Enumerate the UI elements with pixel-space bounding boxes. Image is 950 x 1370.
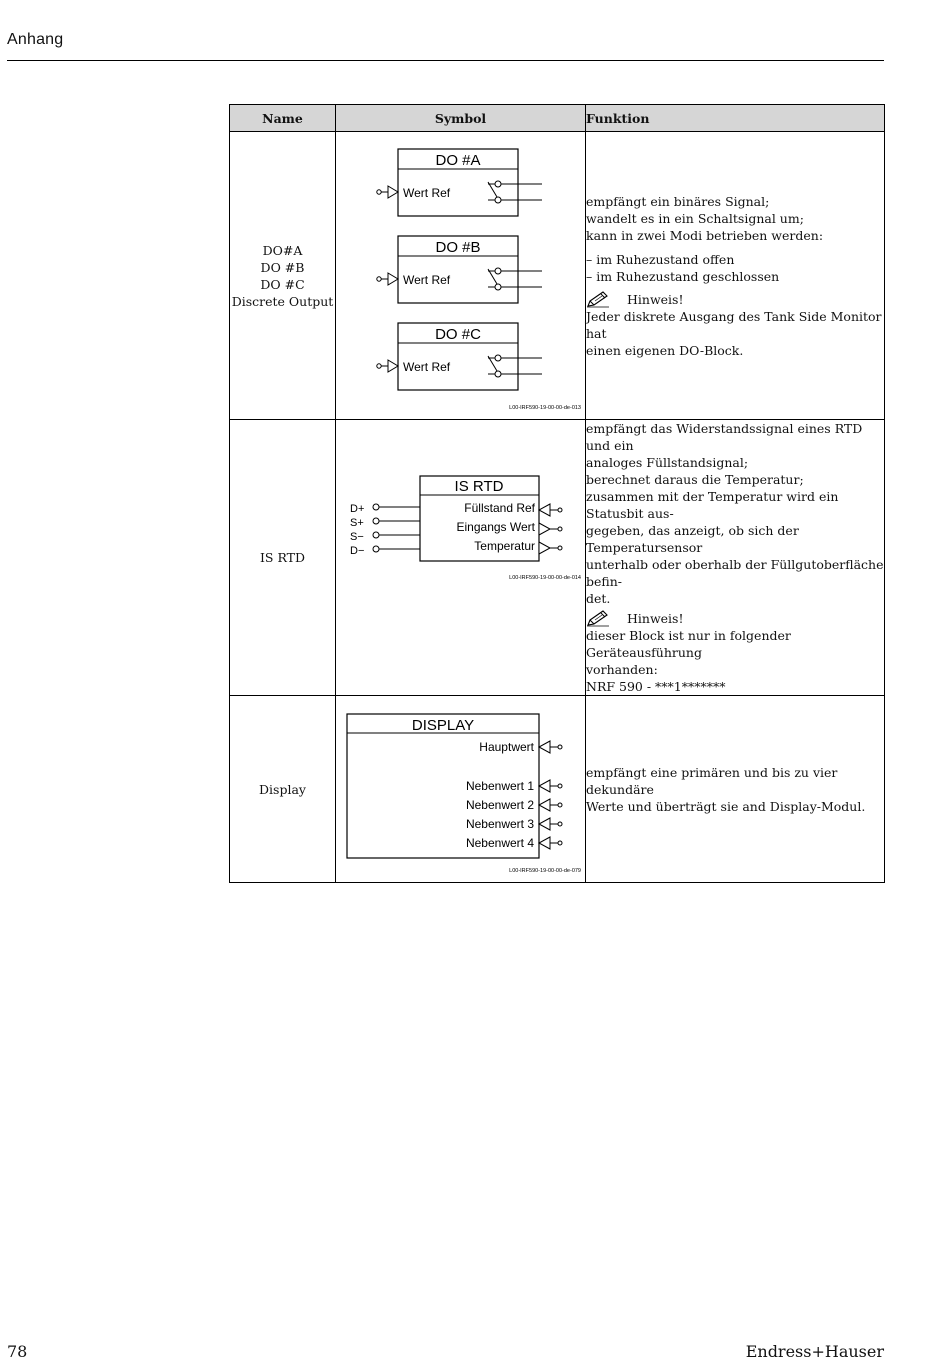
function-line: analoges Füllstandsignal;	[586, 455, 749, 470]
mode-item: – im Ruhezustand offen	[586, 251, 735, 267]
rtd-output-label: Füllstand Ref	[464, 501, 535, 515]
is-rtd-diagram	[336, 420, 586, 623]
function-line: kann in zwei Modi betrieben werden:	[586, 227, 824, 243]
function-line: empfängt das Widerstandssignal eines RTD und ein	[586, 421, 863, 453]
table-row	[230, 696, 885, 883]
page-header-title: Anhang	[7, 31, 64, 48]
hint-text-line: Jeder diskrete Ausgang des Tank Side Monitor hat	[586, 308, 882, 341]
figure-code: L00-IRF590-19-00-00-de-014	[509, 575, 581, 581]
terminal-label: D+	[350, 503, 365, 515]
function-cell	[586, 132, 885, 420]
function-line: unterhalb oder oberhalb der Füllgutoberfläche befin-	[586, 557, 884, 589]
display-secondary-label: Nebenwert 2	[465, 798, 534, 812]
function-line: wandelt es in ein Schaltsignal um;	[586, 210, 804, 226]
do-block-title: DO #A	[435, 152, 481, 169]
function-line: gegeben, das anzeigt, ob sich der Temperatursensor	[586, 523, 799, 555]
display-diagram	[336, 696, 586, 879]
display-main-value-label: Hauptwert	[479, 740, 534, 754]
table-row	[230, 420, 885, 696]
rtd-block-title: IS RTD	[454, 478, 504, 495]
function-line: Werte und überträgt sie and Display-Modul.	[586, 798, 866, 814]
function-line: zusammen mit der Temperatur wird ein Statusbit aus-	[586, 489, 839, 521]
hint-note	[586, 610, 884, 627]
mode-item: – im Ruhezustand geschlossen	[586, 268, 780, 284]
function-line: empfängt ein binäres Signal;	[586, 193, 770, 209]
do-block-diagram	[336, 132, 586, 416]
hint-text-line: vorhanden:	[586, 662, 658, 677]
terminal-label: D−	[350, 545, 365, 557]
function-line: berechnet daraus die Temperatur;	[586, 472, 804, 487]
function-line: empfängt eine primären und bis zu vier dekundäre	[586, 764, 838, 797]
hint-text-line: dieser Block ist nur in folgender Geräteausführung	[586, 628, 791, 660]
function-block-table	[229, 104, 885, 883]
display-secondary-label: Nebenwert 4	[465, 836, 534, 850]
table-header-row	[230, 105, 885, 132]
do-block-b	[377, 236, 542, 303]
figure-code: L00-IRF590-19-00-00-de-013	[509, 405, 581, 411]
display-secondary-label: Nebenwert 1	[465, 779, 534, 793]
do-input-label: Wert Ref	[403, 273, 451, 287]
figure-code: L00-IRF590-19-00-00-de-079	[509, 868, 581, 874]
header-divider	[7, 60, 884, 61]
rtd-terminals	[350, 503, 420, 557]
row-name-cell	[230, 132, 336, 420]
rtd-output-label: Temperatur	[474, 539, 535, 553]
terminal-label: S+	[350, 517, 364, 529]
symbol-cell	[336, 420, 586, 696]
column-header-function: Funktion	[586, 105, 885, 132]
function-cell	[586, 420, 885, 696]
name-line: IS RTD	[259, 550, 306, 565]
footer-brand: Endress+Hauser	[745, 1342, 884, 1361]
table-row	[230, 132, 885, 420]
name-line: Discrete Output	[231, 293, 334, 309]
hint-label: Hinweis!	[627, 611, 684, 626]
name-line: DO #C	[260, 276, 305, 292]
display-block-title: DISPLAY	[411, 717, 475, 734]
do-block-a	[377, 149, 542, 216]
hint-label: Hinweis!	[627, 291, 684, 307]
column-header-symbol: Symbol	[336, 105, 586, 132]
hint-note	[586, 291, 884, 308]
name-line: Display	[259, 781, 306, 797]
function-cell	[586, 696, 885, 883]
rtd-output-label: Eingangs Wert	[456, 520, 535, 534]
hint-text-line: einen eigenen DO-Block.	[586, 342, 744, 358]
do-input-label: Wert Ref	[403, 186, 451, 200]
terminal-label: S−	[350, 531, 364, 543]
symbol-cell	[336, 132, 586, 420]
display-secondary-label: Nebenwert 3	[465, 817, 534, 831]
page-number: 78	[7, 1342, 28, 1361]
do-block-title: DO #C	[435, 326, 481, 343]
hint-text-line: NRF 590 - ***1*******	[586, 679, 726, 694]
do-block-c	[377, 323, 542, 390]
symbol-cell	[336, 696, 586, 883]
row-name-cell	[230, 696, 336, 883]
do-block-title: DO #B	[435, 239, 481, 256]
column-header-name: Name	[230, 105, 336, 132]
pencil-note-icon	[586, 610, 610, 627]
do-input-label: Wert Ref	[403, 360, 451, 374]
function-line: det.	[586, 591, 611, 606]
pencil-note-icon	[586, 291, 610, 308]
name-line: DO #B	[260, 259, 305, 275]
name-line: DO#A	[262, 242, 303, 258]
row-name-cell	[230, 420, 336, 696]
